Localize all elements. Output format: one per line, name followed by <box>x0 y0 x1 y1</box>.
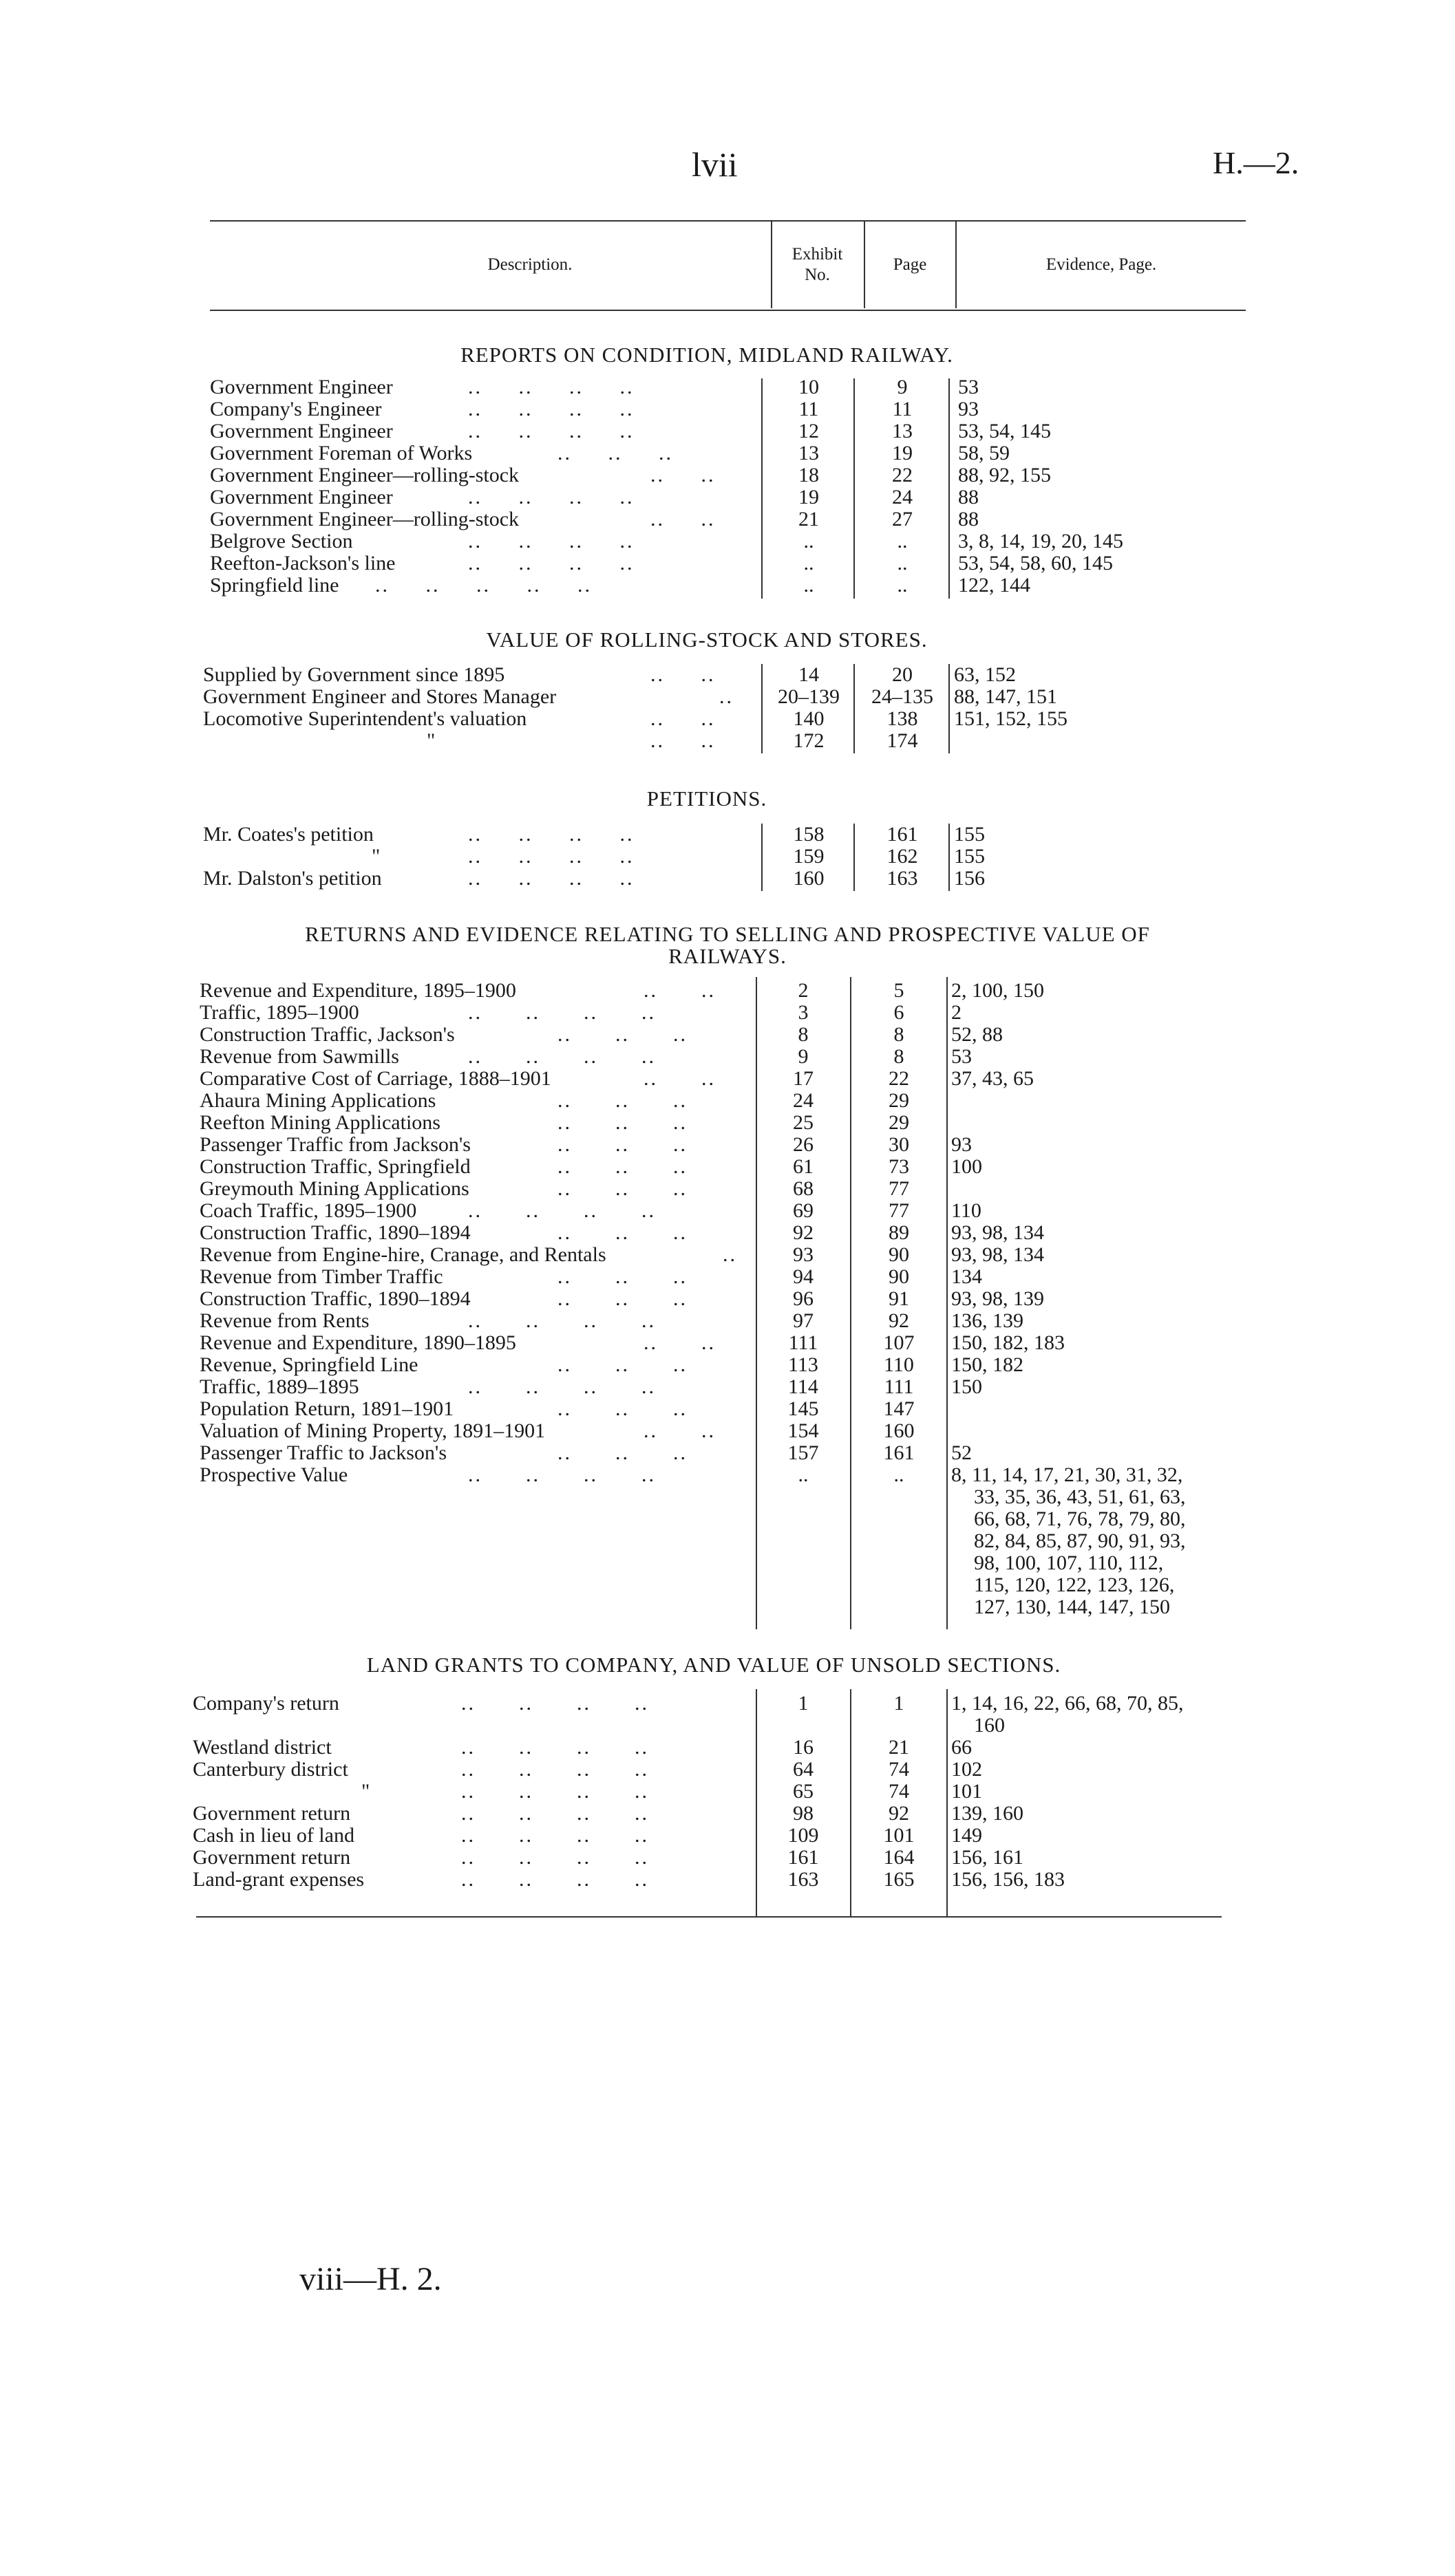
row-description: Government Engineer <box>210 376 393 398</box>
col-header-page: Page <box>893 255 927 274</box>
exhibit-number: 92 <box>793 1221 814 1244</box>
evidence-pages: 150, 182, 183 <box>951 1331 1065 1354</box>
exhibit-number: 13 <box>798 442 819 464</box>
exhibit-number: .. <box>803 552 814 575</box>
exhibit-number: 145 <box>787 1397 819 1420</box>
exhibit-number: 98 <box>793 1802 814 1825</box>
row-description: Government return <box>193 1846 351 1869</box>
leader-dots: .. .. .. <box>557 442 673 464</box>
page-number: 107 <box>883 1331 915 1354</box>
table-bottom-rule <box>196 1916 1222 1918</box>
exhibit-number: 61 <box>793 1155 814 1178</box>
row-description: Construction Traffic, Springfield <box>200 1155 471 1178</box>
evidence-continuation: 127, 130, 144, 147, 150 <box>974 1596 1170 1618</box>
section-title-petitions: PETITIONS. <box>646 786 767 811</box>
page-number: .. <box>897 574 908 597</box>
exhibit-number: 9 <box>798 1045 809 1068</box>
evidence-pages: 1, 14, 16, 22, 66, 68, 70, 85, <box>951 1692 1184 1715</box>
page-number: 92 <box>889 1802 909 1825</box>
exhibit-number: 3 <box>798 1001 809 1024</box>
page-number: 74 <box>889 1758 909 1781</box>
page-number: 161 <box>883 1441 915 1464</box>
page-number: 22 <box>892 464 913 486</box>
row-description: Reefton Mining Applications <box>200 1111 440 1134</box>
leader-dots: .. .. .. .. <box>468 1309 656 1332</box>
exhibit-number: 111 <box>788 1331 818 1354</box>
evidence-pages: 52 <box>951 1441 972 1464</box>
row-description: Traffic, 1889–1895 <box>200 1375 359 1398</box>
header-col-divider-1 <box>771 222 772 308</box>
row-description: " <box>361 1780 370 1803</box>
leader-dots: .. .. .. <box>557 1441 688 1464</box>
page-number: 24–135 <box>871 685 933 708</box>
page-number: 22 <box>889 1067 909 1090</box>
evidence-pages: 156, 156, 183 <box>951 1868 1065 1891</box>
evidence-pages: 52, 88 <box>951 1023 1003 1046</box>
evidence-pages: 53, 54, 58, 60, 145 <box>958 552 1113 575</box>
row-description: Revenue and Expenditure, 1895–1900 <box>200 979 516 1002</box>
leader-dots: .. .. .. .. <box>468 823 635 846</box>
row-description: Prospective Value <box>200 1463 348 1486</box>
leader-dots: .. .. .. <box>557 1023 688 1046</box>
exhibit-number: 65 <box>793 1780 814 1803</box>
col-rule <box>756 977 757 1629</box>
row-description: Supplied by Government since 1895 <box>203 663 505 686</box>
page-number: 24 <box>892 486 913 508</box>
col-rule <box>850 1689 851 1916</box>
exhibit-number: .. <box>798 1463 809 1486</box>
page-number: .. <box>897 552 908 575</box>
evidence-pages: 88 <box>958 486 979 508</box>
exhibit-number: 16 <box>793 1736 814 1759</box>
row-description: Government Foreman of Works <box>210 442 473 464</box>
row-description: Revenue and Expenditure, 1890–1895 <box>200 1331 516 1354</box>
evidence-pages: 53 <box>951 1045 972 1068</box>
evidence-continuation: 115, 120, 122, 123, 126, <box>974 1574 1175 1596</box>
evidence-pages: 63, 152 <box>954 663 1016 686</box>
row-description: Government Engineer—rolling-stock <box>210 508 520 530</box>
header-top-rule <box>210 220 1246 222</box>
exhibit-number: 25 <box>793 1111 814 1134</box>
exhibit-number: 12 <box>798 420 819 442</box>
row-description: Traffic, 1895–1900 <box>200 1001 359 1024</box>
evidence-pages: 122, 144 <box>958 574 1030 597</box>
row-description: Company's return <box>193 1692 339 1715</box>
exhibit-number: 94 <box>793 1265 814 1288</box>
page-number: 27 <box>892 508 913 530</box>
evidence-pages: 93 <box>951 1133 972 1156</box>
row-description: " <box>427 729 436 752</box>
row-description: Construction Traffic, 1890–1894 <box>200 1221 471 1244</box>
col-rule <box>853 824 855 891</box>
leader-dots: .. .. .. .. <box>461 1868 649 1891</box>
row-description: Government Engineer and Stores Manager <box>203 685 557 708</box>
page-number: 1 <box>893 1692 904 1715</box>
exhibit-number: 113 <box>788 1353 818 1376</box>
page-number: 19 <box>892 442 913 464</box>
leader-dots: .. .. <box>644 1331 716 1354</box>
evidence-pages: 134 <box>951 1265 982 1288</box>
col-header-description: Description. <box>487 255 573 274</box>
page-number: 74 <box>889 1780 909 1803</box>
page-number: 164 <box>883 1846 915 1869</box>
evidence-pages: 155 <box>954 823 985 846</box>
page-number: 21 <box>889 1736 909 1759</box>
page-code: H.—2. <box>1213 145 1299 180</box>
page-number: .. <box>897 530 908 552</box>
page-number: 8 <box>893 1023 904 1046</box>
section-title-returns-line2: RAILWAYS. <box>668 944 787 968</box>
page-number: 73 <box>889 1155 909 1178</box>
exhibit-number: 158 <box>793 823 825 846</box>
row-description: Coach Traffic, 1895–1900 <box>200 1199 417 1222</box>
page-number: 29 <box>889 1089 909 1112</box>
header-col-divider-2 <box>864 222 865 308</box>
page-number: 11 <box>892 398 913 420</box>
row-description: Westland district <box>193 1736 332 1759</box>
leader-dots: .. .. .. <box>557 1155 688 1178</box>
evidence-pages: 150 <box>951 1375 982 1398</box>
leader-dots: .. .. .. .. <box>468 552 635 575</box>
evidence-continuation: 160 <box>974 1714 1005 1737</box>
page-number: lvii <box>692 145 738 184</box>
exhibit-number: 8 <box>798 1023 809 1046</box>
evidence-pages: 88, 147, 151 <box>954 685 1057 708</box>
row-description: Greymouth Mining Applications <box>200 1177 469 1200</box>
row-description: Construction Traffic, 1890–1894 <box>200 1287 471 1310</box>
col-rule <box>761 824 763 891</box>
leader-dots: .. .. .. .. <box>468 530 635 552</box>
header-col-divider-3 <box>955 222 957 308</box>
page-number: 111 <box>884 1375 914 1398</box>
evidence-pages: 58, 59 <box>958 442 1010 464</box>
col-rule <box>948 824 950 891</box>
page-number: 138 <box>886 707 918 730</box>
page-number: 89 <box>889 1221 909 1244</box>
row-description: Government return <box>193 1802 351 1825</box>
page-number: 8 <box>893 1045 904 1068</box>
leader-dots: .. .. .. .. <box>468 1375 656 1398</box>
section-title-reports: REPORTS ON CONDITION, MIDLAND RAILWAY. <box>460 343 953 367</box>
leader-dots: .. .. <box>650 464 716 486</box>
leader-dots: .. .. .. <box>557 1265 688 1288</box>
page-number: 20 <box>892 663 913 686</box>
page-number: 30 <box>889 1133 909 1156</box>
col-rule <box>850 977 851 1629</box>
exhibit-number: 2 <box>798 979 809 1002</box>
row-description: Revenue from Sawmills <box>200 1045 399 1068</box>
exhibit-number: 163 <box>787 1868 819 1891</box>
leader-dots: .. .. .. .. <box>461 1736 649 1759</box>
col-rule <box>761 664 763 753</box>
leader-dots: .. .. .. .. <box>468 1463 656 1486</box>
exhibit-number: 160 <box>793 867 825 890</box>
col-rule <box>761 378 763 599</box>
evidence-pages: 150, 182 <box>951 1353 1023 1376</box>
page-number: 77 <box>889 1199 909 1222</box>
exhibit-number: 140 <box>793 707 825 730</box>
evidence-continuation: 33, 35, 36, 43, 51, 61, 63, <box>974 1485 1186 1508</box>
page-number: 29 <box>889 1111 909 1134</box>
row-description: Cash in lieu of land <box>193 1824 354 1847</box>
col-rule <box>946 977 948 1629</box>
page-number: 5 <box>893 979 904 1002</box>
row-description: Springfield line <box>210 574 339 597</box>
row-description: Belgrove Section <box>210 530 353 552</box>
col-rule <box>756 1689 757 1916</box>
evidence-pages: 100 <box>951 1155 982 1178</box>
exhibit-number: 154 <box>787 1419 819 1442</box>
page-number: 162 <box>886 845 918 868</box>
leader-dots: .. .. .. .. <box>468 845 635 868</box>
leader-dots: .. .. .. .. <box>461 1780 649 1803</box>
leader-dots: .. .. .. .. <box>468 398 635 420</box>
leader-dots: .. .. <box>644 979 716 1002</box>
evidence-pages: 155 <box>954 845 985 868</box>
row-description: Locomotive Superintendent's valuation <box>203 707 527 730</box>
leader-dots: .. .. .. <box>557 1221 688 1244</box>
leader-dots: .. .. .. <box>557 1177 688 1200</box>
exhibit-number: 114 <box>788 1375 818 1398</box>
page-number: .. <box>893 1463 904 1486</box>
page-number: 13 <box>892 420 913 442</box>
row-description: Government Engineer <box>210 420 393 442</box>
row-description: Revenue from Timber Traffic <box>200 1265 443 1288</box>
leader-dots: .. .. .. <box>557 1397 688 1420</box>
evidence-pages: 66 <box>951 1736 972 1759</box>
exhibit-number: 14 <box>798 663 819 686</box>
page-number: 6 <box>893 1001 904 1024</box>
exhibit-number: 159 <box>793 845 825 868</box>
page-number: 9 <box>897 376 908 398</box>
leader-dots: .. .. .. <box>557 1133 688 1156</box>
exhibit-number: 11 <box>798 398 819 420</box>
section-title-returns: RETURNS AND EVIDENCE RELATING TO SELLING AND PROSPECTIVE VALUE OF <box>305 922 1150 946</box>
evidence-pages: 151, 152, 155 <box>954 707 1068 730</box>
row-description: Population Return, 1891–1901 <box>200 1397 454 1420</box>
exhibit-number: 20–139 <box>778 685 840 708</box>
leader-dots: .. .. .. .. <box>468 1199 656 1222</box>
evidence-pages: 8, 11, 14, 17, 21, 30, 31, 32, <box>951 1463 1183 1486</box>
leader-dots: .. .. .. <box>557 1287 688 1310</box>
row-description: Construction Traffic, Jackson's <box>200 1023 455 1046</box>
exhibit-number: .. <box>803 574 814 597</box>
section-title-land-grants: LAND GRANTS TO COMPANY, AND VALUE OF UNSOLD SECTIONS. <box>366 1653 1061 1677</box>
evidence-pages: 93, 98, 139 <box>951 1287 1044 1310</box>
col-rule <box>948 378 950 599</box>
exhibit-number: 97 <box>793 1309 814 1332</box>
exhibit-number: 96 <box>793 1287 814 1310</box>
evidence-pages: 149 <box>951 1824 982 1847</box>
page-number: 91 <box>889 1287 909 1310</box>
evidence-pages: 110 <box>951 1199 981 1222</box>
leader-dots: .. .. .. <box>557 1353 688 1376</box>
evidence-pages: 102 <box>951 1758 982 1781</box>
leader-dots: .. .. .. .. <box>468 1001 656 1024</box>
exhibit-number: 1 <box>798 1692 809 1715</box>
evidence-pages: 88 <box>958 508 979 530</box>
exhibit-number: 24 <box>793 1089 814 1112</box>
page-number: 147 <box>883 1397 915 1420</box>
evidence-pages: 2, 100, 150 <box>951 979 1044 1002</box>
page-number: 174 <box>886 729 918 752</box>
leader-dots: .. .. <box>650 729 716 752</box>
leader-dots: .. .. .. <box>557 1089 688 1112</box>
page-number: 110 <box>884 1353 914 1376</box>
evidence-pages: 2 <box>951 1001 962 1024</box>
col-rule <box>853 378 855 599</box>
exhibit-number: 21 <box>798 508 819 530</box>
exhibit-number: 109 <box>787 1824 819 1847</box>
leader-dots: .. .. .. .. <box>461 1802 649 1825</box>
row-description: Mr. Coates's petition <box>203 823 374 846</box>
row-description: Company's Engineer <box>210 398 382 420</box>
page-number: 165 <box>883 1868 915 1891</box>
row-description: Revenue from Rents <box>200 1309 370 1332</box>
exhibit-number: 17 <box>793 1067 814 1090</box>
footer-signature: viii—H. 2. <box>299 2261 442 2297</box>
row-description: Passenger Traffic to Jackson's <box>200 1441 447 1464</box>
leader-dots: .. <box>723 1243 737 1266</box>
row-description: " <box>372 845 381 868</box>
row-description: Revenue, Springfield Line <box>200 1353 418 1376</box>
page-number: 101 <box>883 1824 915 1847</box>
leader-dots: .. .. .. .. <box>461 1758 649 1781</box>
page-number: 90 <box>889 1265 909 1288</box>
leader-dots: .. <box>719 685 734 708</box>
row-description: Comparative Cost of Carriage, 1888–1901 <box>200 1067 551 1090</box>
col-rule <box>853 664 855 753</box>
page-number: 160 <box>883 1419 915 1442</box>
leader-dots: .. .. <box>650 707 716 730</box>
evidence-pages: 156, 161 <box>951 1846 1023 1869</box>
leader-dots: .. .. <box>644 1419 716 1442</box>
evidence-pages: 156 <box>954 867 985 890</box>
page-number: 90 <box>889 1243 909 1266</box>
evidence-pages: 93, 98, 134 <box>951 1243 1044 1266</box>
exhibit-number: 172 <box>793 729 825 752</box>
row-description: Government Engineer—rolling-stock <box>210 464 520 486</box>
row-description: Government Engineer <box>210 486 393 508</box>
exhibit-number: .. <box>803 530 814 552</box>
exhibit-number: 19 <box>798 486 819 508</box>
evidence-continuation: 98, 100, 107, 110, 112, <box>974 1552 1164 1574</box>
row-description: Passenger Traffic from Jackson's <box>200 1133 471 1156</box>
col-header-exhibit: Exhibit No. <box>792 245 843 284</box>
page-number: 163 <box>886 867 918 890</box>
evidence-pages: 3, 8, 14, 19, 20, 145 <box>958 530 1123 552</box>
row-description: Revenue from Engine-hire, Cranage, and Rentals <box>200 1243 606 1266</box>
leader-dots: .. .. .. <box>557 1111 688 1134</box>
exhibit-number: 26 <box>793 1133 814 1156</box>
header-bottom-rule <box>210 310 1246 311</box>
leader-dots: .. .. .. .. <box>468 420 635 442</box>
row-description: Reefton-Jackson's line <box>210 552 396 575</box>
row-description: Mr. Dalston's petition <box>203 867 382 890</box>
row-description: Valuation of Mining Property, 1891–1901 <box>200 1419 546 1442</box>
evidence-continuation: 82, 84, 85, 87, 90, 91, 93, <box>974 1530 1186 1552</box>
evidence-pages: 136, 139 <box>951 1309 1023 1332</box>
leader-dots: .. .. .. .. <box>468 867 635 890</box>
col-header-evidence: Evidence, Page. <box>1045 255 1157 274</box>
leader-dots: .. .. .. .. .. <box>375 574 592 597</box>
evidence-pages: 53 <box>958 376 979 398</box>
page-number: 92 <box>889 1309 909 1332</box>
leader-dots: .. .. <box>644 1067 716 1090</box>
leader-dots: .. .. .. .. <box>461 1824 649 1847</box>
col-rule <box>948 664 950 753</box>
row-description: Ahaura Mining Applications <box>200 1089 436 1112</box>
page-number: 77 <box>889 1177 909 1200</box>
leader-dots: .. .. .. .. <box>468 1045 656 1068</box>
exhibit-number: 18 <box>798 464 819 486</box>
col-rule <box>946 1689 948 1916</box>
evidence-pages: 88, 92, 155 <box>958 464 1051 486</box>
leader-dots: .. .. .. .. <box>461 1692 649 1715</box>
leader-dots: .. .. <box>650 663 716 686</box>
row-description: Canterbury district <box>193 1758 348 1781</box>
evidence-pages: 93, 98, 134 <box>951 1221 1044 1244</box>
evidence-pages: 101 <box>951 1780 982 1803</box>
exhibit-number: 93 <box>793 1243 814 1266</box>
exhibit-number: 157 <box>787 1441 819 1464</box>
evidence-pages: 37, 43, 65 <box>951 1067 1034 1090</box>
evidence-pages: 53, 54, 145 <box>958 420 1051 442</box>
page-number: 161 <box>886 823 918 846</box>
evidence-continuation: 66, 68, 71, 76, 78, 79, 80, <box>974 1507 1186 1530</box>
exhibit-number: 68 <box>793 1177 814 1200</box>
section-title-rolling-stock: VALUE OF ROLLING-STOCK AND STORES. <box>486 627 928 652</box>
leader-dots: .. .. <box>650 508 716 530</box>
evidence-pages: 93 <box>958 398 979 420</box>
exhibit-number: 161 <box>787 1846 819 1869</box>
evidence-pages: 139, 160 <box>951 1802 1023 1825</box>
row-description: Land-grant expenses <box>193 1868 365 1891</box>
exhibit-number: 69 <box>793 1199 814 1222</box>
leader-dots: .. .. .. .. <box>461 1846 649 1869</box>
leader-dots: .. .. .. .. <box>468 376 635 398</box>
exhibit-number: 64 <box>793 1758 814 1781</box>
leader-dots: .. .. .. .. <box>468 486 635 508</box>
exhibit-number: 10 <box>798 376 819 398</box>
